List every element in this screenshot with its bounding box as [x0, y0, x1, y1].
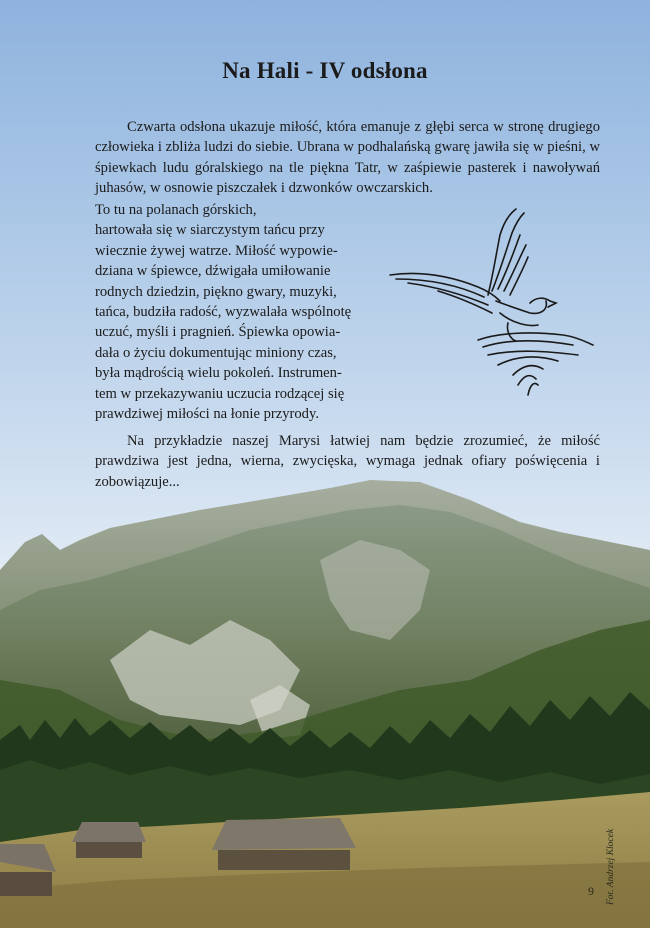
text-line: tańca, budziła radość, wyzwalała wspólnotę [95, 304, 352, 321]
text-line: była mądrością wielu pokoleń. Instrumen- [95, 365, 342, 382]
text-line: uczuć, myśli i pragnień. Śpiewka opowia- [95, 324, 341, 341]
text-line: tem w przekazywaniu uczucia rodzącej się [95, 385, 345, 402]
text-line: hartowała się w siarczystym tańcu przy [95, 222, 325, 239]
paragraph-intro [95, 117, 600, 199]
paragraph-closing [95, 431, 600, 492]
photo-credit: Fot. Andrzej Klocek [606, 828, 616, 905]
text-line: rodnych dziedzin, piękno gwary, muzyki, [95, 283, 337, 300]
text-line: To tu na polanach górskich, [95, 202, 257, 218]
text-line: prawdziwej miłości na łonie przyrody. [95, 406, 319, 423]
paragraph-closing-text: Na przykładzie naszej Marysi łatwiej nam będzie zrozumieć, że miłość prawdziwa jest jedna, wierna, zwycięska, wymaga jednak ofiary poświęcenia i zobowiązuje... [95, 433, 600, 490]
page-number: 9 [588, 884, 594, 898]
eagle-sketch-icon [388, 205, 598, 400]
paragraph-narrow-column [95, 200, 385, 424]
text-line: wiecznie żywej watrze. Miłość wypowie- [95, 242, 338, 259]
text-line: dała o życiu dokumentując miniony czas, [95, 344, 337, 361]
mountain-landscape-photo [0, 470, 650, 928]
page-title: Na Hali - IV odsłona [222, 58, 428, 83]
paragraph-intro-text: Czwarta odsłona ukazuje miłość, która emanuje z głębi serca w stronę drugiego człowieka i zbliża ludzi do siebie. Ubrana w podhalańską gwarę jawiła się w pieśni, w śpiewkach ludu góralskiego na tle piękna Tatr, w zaśpiewie pasterek i nawoływań juhasów, w osnowie piszczałek i dzwonków owczarskich. [95, 119, 600, 197]
text-line: dziana w śpiewce, dźwigała umiłowanie [95, 263, 331, 280]
